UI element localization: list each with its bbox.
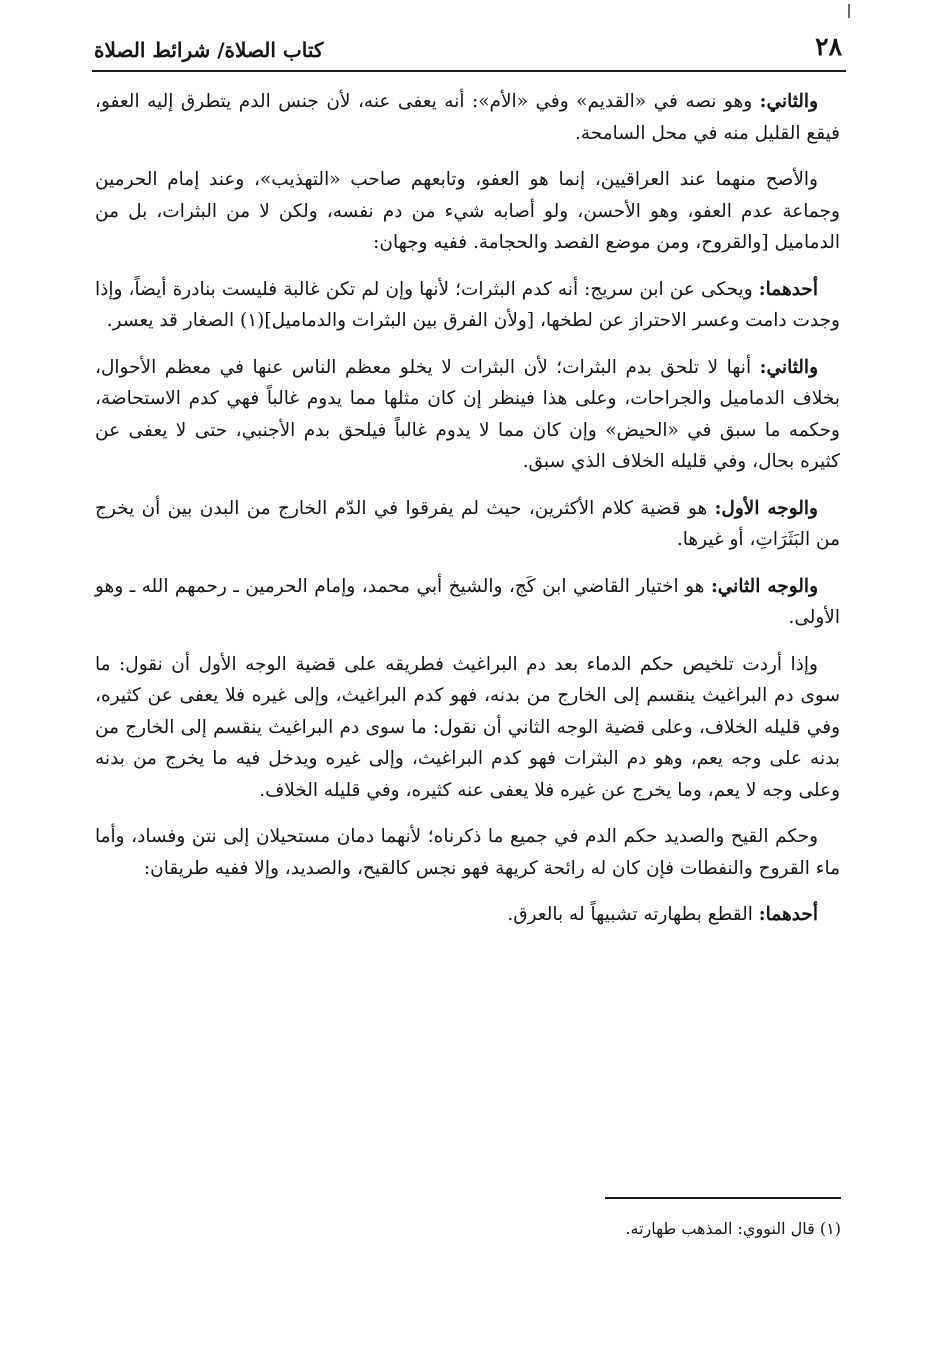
paragraph: [95, 274, 840, 337]
paragraph: [95, 899, 840, 931]
paragraph-lead: والثاني:: [759, 91, 818, 112]
paragraph-lead: أحدهما:: [758, 904, 818, 925]
paragraph: [95, 493, 840, 556]
paragraph-text: هو اختيار القاضي ابن كَج، والشيخ أبي محمد، وإمام الحرمين ـ رحمهم الله ـ وهو الأولى.: [95, 575, 840, 628]
main-text: [95, 86, 840, 931]
paragraph-lead: أحدهما:: [758, 278, 818, 300]
paragraph-lead: والوجه الثاني:: [710, 575, 818, 597]
paragraph: [95, 571, 840, 634]
paragraph-lead: والثاني:: [759, 356, 818, 378]
footnote: (١) قال النووي: المذهب طهارته.: [625, 1219, 841, 1238]
page-header: [92, 28, 846, 68]
paragraph-text: وهو نصه في «القديم» وفي «الأم»: أنه يعفى عنه، لأن جنس الدم يتطرق إليه العفو، فيقع القليل منه في محل السامحة.: [95, 91, 840, 144]
page-number: ٢٨: [815, 32, 842, 61]
paragraph-text: القطع بطهارته تشبيهاً له بالعرق.: [507, 904, 759, 925]
paragraph-text: أنها لا تلحق بدم البثرات؛ لأن البثرات لا يخلو معظم الناس عنها في معظم الأحوال، بخلاف الدماميل والجراحات، وعلى هذا فينظر إن كان مثلها مما يدوم غالباً فهي كدم الاستحاضة، وحكمه ما سبق في «الحيض» وإن كان مما لا يدوم غالباً فيلحق بدم الأجنبي، حتى لا يعفى عن كثيره بحال، وفي قليله الخلاف الذي سبق.: [95, 356, 840, 472]
running-title: كتاب الصلاة/ شرائط الصلاة: [94, 38, 324, 62]
header-rule: [92, 70, 846, 72]
paragraph-text: ويحكى عن ابن سريج: أنه كدم البثرات؛ لأنها وإن لم تكن غالبة فليست بنادرة أيضاً، وإذا وجدت دامت وعسر الاحتراز عن لطخها، [ولأن الفرق بين البثرات والدماميل](١) الصغار قد يعسر.: [95, 278, 840, 331]
paragraph: [95, 821, 840, 884]
paragraph: [95, 86, 840, 149]
scan-edge-mark: [848, 4, 850, 18]
footnote-rule: [605, 1197, 841, 1199]
paragraph-text: والأصح منهما عند العراقيين، إنما هو العفو، وتابعهم صاحب «التهذيب»، وعند إمام الحرمين وجماعة عدم العفو، وهو الأحسن، ولو أصابه شيء من دم نفسه، ولكن لا من البثرات، بل من الدماميل [والقروح، ومن موضع الفصد والحجامة. ففيه وجهان:: [95, 169, 840, 253]
paragraph-text: هو قضية كلام الأكثرين، حيث لم يفرقوا في الدّم الخارج من البدن بين أن يخرج من البَثَرَاتِ، أو غيرها.: [95, 497, 840, 550]
paragraph-text: وإذا أردت تلخيص حكم الدماء بعد دم البراغيث فطريقه على قضية الوجه الأول أن نقول: ما سوى دم البراغيث ينقسم إلى الخارج من بدنه، فهو كدم البراغيث، وإلى غيره فلا يعفى عن كثيره، وفي قليله الخلاف، وعلى قضية الوجه الثاني أن نقول: ما سوى دم البراغيث ينقسم إلى الخارج من بدنه على وجه يعم، وهو دم البثرات فهو كدم البراغيث، وإلى غيره ويدخل فيه ما يخرج من بدنه وعلى وجه لا يعم، وما يخرج عن غيره فلا يعفى عنه كثيره، وفي قليله الخلاف.: [95, 653, 840, 801]
paragraph: [95, 649, 840, 807]
paragraph-lead: والوجه الأول:: [714, 497, 818, 519]
paragraph: [95, 352, 840, 478]
paragraph-text: وحكم القيح والصديد حكم الدم في جميع ما ذكرناه؛ لأنهما دمان مستحيلان إلى نتن وفساد، وأما ماء القروح والنفطات فإن كان له رائحة كريهة فهو نجس كالقيح، والصديد، وإلا ففيه طريقان:: [95, 826, 840, 879]
paragraph: [95, 164, 840, 259]
